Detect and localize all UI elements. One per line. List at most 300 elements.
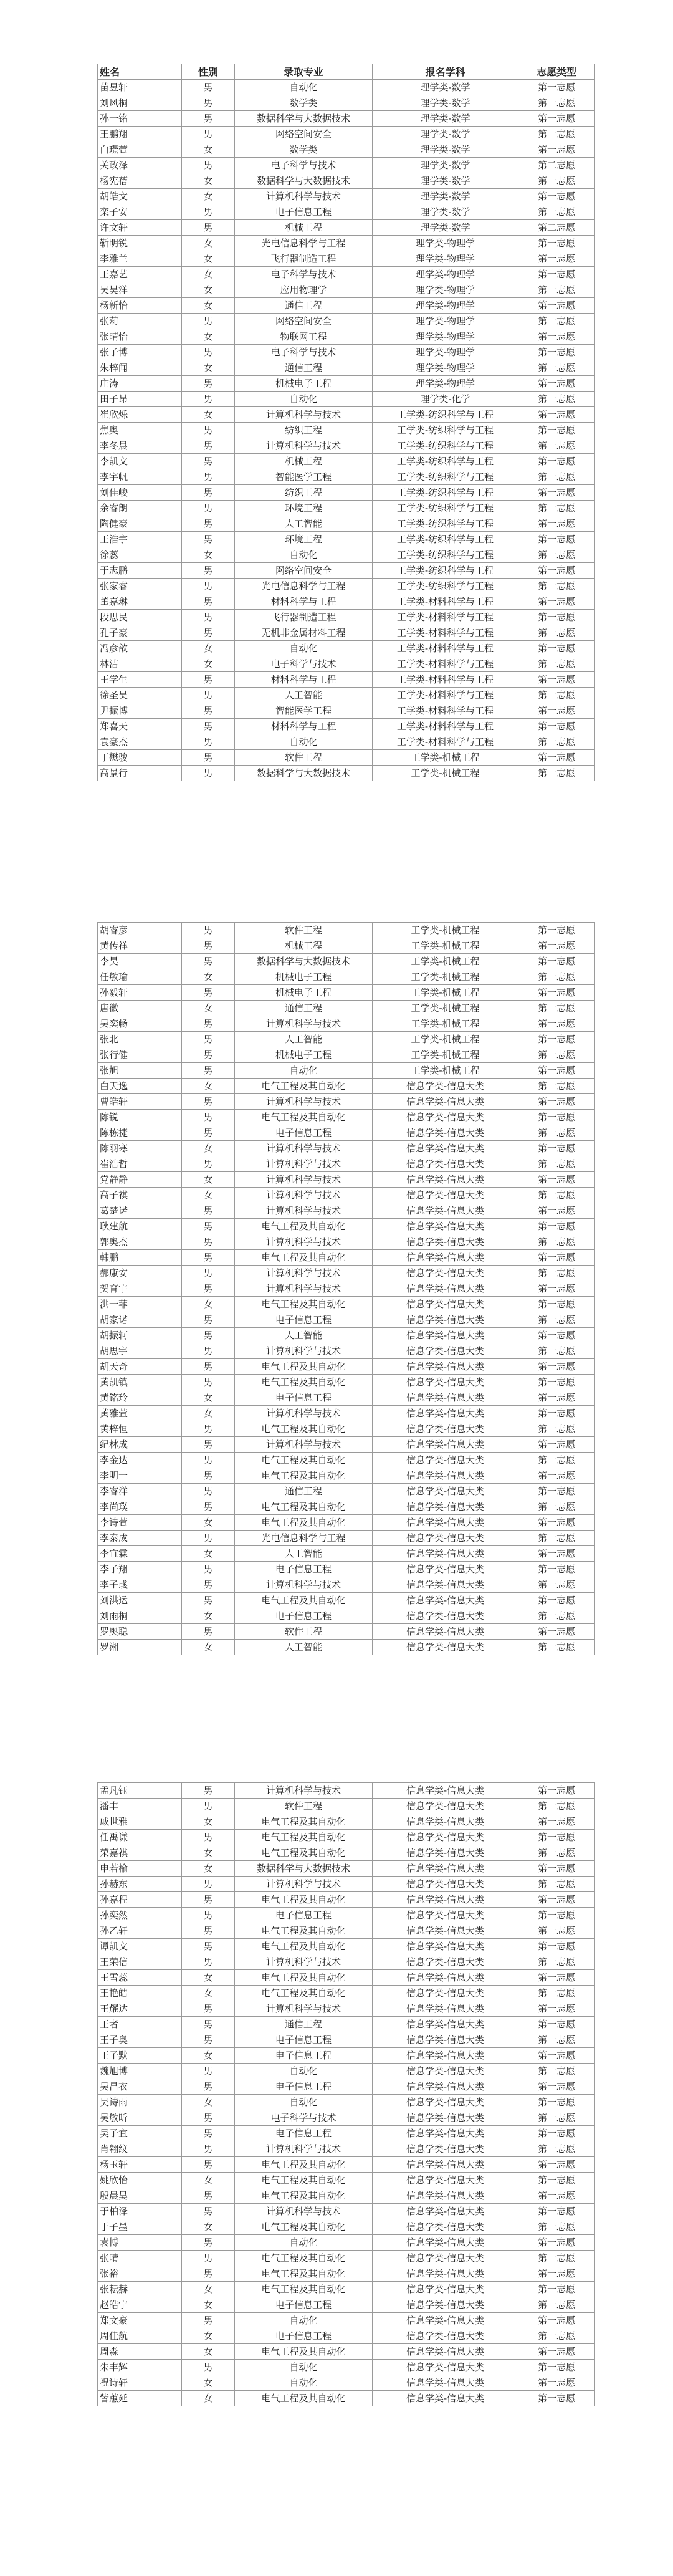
cell-major: 电气工程及其自动化 [235,1939,373,1954]
cell-subject: 工学类-材料科学与工程 [373,656,518,672]
cell-name: 丁懋骏 [98,750,182,766]
cell-major: 智能医学工程 [235,469,373,485]
table-row [98,1343,595,1359]
cell-wish: 第一志愿 [518,236,595,251]
cell-name: 杨宪蓓 [98,173,182,189]
cell-name: 郑文豪 [98,2313,182,2328]
cell-name: 朱丰辉 [98,2360,182,2375]
cell-subject: 工学类-纺织科学与工程 [373,563,518,579]
cell-gender: 男 [182,610,235,625]
cell-subject: 信息学类-信息大类 [373,2313,518,2328]
cell-wish: 第一志愿 [518,750,595,766]
cell-gender: 男 [182,1593,235,1608]
table-row [98,923,595,938]
table-row [98,1032,595,1047]
cell-gender: 男 [182,1203,235,1219]
cell-name: 黄铭玲 [98,1390,182,1406]
cell-gender: 女 [182,1141,235,1156]
cell-gender: 男 [182,1125,235,1141]
cell-name: 潘丰 [98,1799,182,1814]
cell-wish: 第一志愿 [518,1094,595,1110]
cell-wish: 第一志愿 [518,1297,595,1312]
cell-name: 李雅兰 [98,251,182,267]
cell-name: 余睿朗 [98,501,182,516]
cell-subject: 信息学类-信息大类 [373,2360,518,2375]
cell-gender: 女 [182,1515,235,1531]
table-row [98,407,595,423]
cell-major: 自动化 [235,2235,373,2251]
table-row [98,1877,595,1892]
cell-name: 赵皓宁 [98,2297,182,2313]
cell-wish: 第一志愿 [518,1861,595,1877]
cell-subject: 理学类-数学 [373,111,518,127]
table-row [98,314,595,329]
header-major: 录取专业 [235,64,373,80]
cell-major: 电气工程及其自动化 [235,1986,373,2001]
table-row [98,220,595,236]
table-row [98,438,595,454]
cell-gender: 男 [182,1877,235,1892]
cell-wish: 第一志愿 [518,392,595,407]
cell-wish: 第一志愿 [518,407,595,423]
cell-subject: 信息学类-信息大类 [373,1531,518,1546]
table-row [98,2095,595,2110]
cell-gender: 男 [182,734,235,750]
table-row [98,1845,595,1861]
cell-wish: 第一志愿 [518,376,595,392]
table-row [98,1156,595,1172]
cell-wish: 第一志愿 [518,329,595,345]
table-row [98,1799,595,1814]
cell-subject: 信息学类-信息大类 [373,2219,518,2235]
cell-gender: 男 [182,485,235,501]
cell-subject: 工学类-机械工程 [373,923,518,938]
table-row [98,360,595,376]
cell-gender: 男 [182,1954,235,1970]
cell-name: 李诗萱 [98,1515,182,1531]
cell-gender: 男 [182,1234,235,1250]
cell-wish: 第一志愿 [518,532,595,547]
cell-gender: 女 [182,1390,235,1406]
cell-major: 自动化 [235,734,373,750]
cell-subject: 信息学类-信息大类 [373,1593,518,1608]
cell-name: 黄传祥 [98,938,182,954]
table-row [98,703,595,719]
cell-wish: 第一志愿 [518,1141,595,1156]
cell-name: 周佳航 [98,2328,182,2344]
table-row [98,2110,595,2126]
cell-gender: 男 [182,1110,235,1125]
cell-major: 机械工程 [235,220,373,236]
cell-name: 谭凯文 [98,1939,182,1954]
table-row [98,1577,595,1593]
cell-gender: 女 [182,2282,235,2297]
cell-gender: 男 [182,1830,235,1845]
cell-name: 荣嘉祺 [98,1845,182,1861]
cell-subject: 工学类-机械工程 [373,750,518,766]
cell-subject: 信息学类-信息大类 [373,2095,518,2110]
cell-subject: 信息学类-信息大类 [373,1640,518,1655]
cell-gender: 男 [182,1562,235,1577]
cell-name: 孙嘉程 [98,1892,182,1908]
cell-subject: 工学类-机械工程 [373,985,518,1001]
cell-name: 李冬晨 [98,438,182,454]
cell-subject: 理学类-物理学 [373,236,518,251]
cell-subject: 信息学类-信息大类 [373,1172,518,1188]
cell-subject: 信息学类-信息大类 [373,1421,518,1437]
table-row [98,1281,595,1297]
cell-gender: 男 [182,1219,235,1234]
cell-major: 机械电子工程 [235,969,373,985]
cell-subject: 信息学类-信息大类 [373,2032,518,2048]
cell-subject: 工学类-纺织科学与工程 [373,485,518,501]
cell-gender: 女 [182,2048,235,2064]
cell-wish: 第一志愿 [518,1593,595,1608]
cell-wish: 第一志愿 [518,1624,595,1640]
cell-gender: 女 [182,173,235,189]
cell-wish: 第一志愿 [518,282,595,298]
cell-name: 黄凯镇 [98,1375,182,1390]
cell-gender: 男 [182,501,235,516]
table-row [98,1499,595,1515]
cell-wish: 第一志愿 [518,563,595,579]
cell-subject: 信息学类-信息大类 [373,1970,518,1986]
cell-name: 苗昱轩 [98,80,182,95]
cell-subject: 信息学类-信息大类 [373,1203,518,1219]
cell-subject: 信息学类-信息大类 [373,1499,518,1515]
cell-wish: 第一志愿 [518,1453,595,1468]
cell-wish: 第一志愿 [518,547,595,563]
table-row [98,1923,595,1939]
cell-major: 纺织工程 [235,485,373,501]
table-row [98,501,595,516]
cell-wish: 第一志愿 [518,1156,595,1172]
cell-name: 刘洪运 [98,1593,182,1608]
cell-wish: 第一志愿 [518,923,595,938]
cell-subject: 信息学类-信息大类 [373,2344,518,2360]
cell-gender: 男 [182,2266,235,2282]
cell-major: 电气工程及其自动化 [235,1297,373,1312]
cell-subject: 工学类-纺织科学与工程 [373,438,518,454]
cell-wish: 第一志愿 [518,1032,595,1047]
cell-gender: 男 [182,516,235,532]
cell-name: 徐蕊 [98,547,182,563]
cell-subject: 信息学类-信息大类 [373,2391,518,2406]
cell-wish: 第一志愿 [518,345,595,360]
table-row [98,579,595,594]
cell-major: 计算机科学与技术 [235,1094,373,1110]
table-row [98,267,595,282]
table-row [98,563,595,579]
cell-major: 自动化 [235,392,373,407]
cell-gender: 男 [182,703,235,719]
table-row [98,1531,595,1546]
cell-major: 机械电子工程 [235,985,373,1001]
cell-major: 计算机科学与技术 [235,1437,373,1453]
cell-subject: 理学类-数学 [373,204,518,220]
cell-gender: 男 [182,2157,235,2173]
cell-name: 白天逸 [98,1079,182,1094]
cell-wish: 第一志愿 [518,766,595,781]
cell-name: 吴奕畅 [98,1016,182,1032]
cell-major: 计算机科学与技术 [235,1343,373,1359]
cell-name: 李子翔 [98,1562,182,1577]
cell-wish: 第一志愿 [518,2079,595,2095]
cell-gender: 男 [182,2313,235,2328]
cell-major: 无机非金属材料工程 [235,625,373,641]
cell-wish: 第一志愿 [518,1079,595,1094]
cell-name: 董嘉琳 [98,594,182,610]
cell-gender: 男 [182,1624,235,1640]
cell-major: 电子科学与技术 [235,656,373,672]
cell-name: 李凯文 [98,454,182,469]
cell-major: 电气工程及其自动化 [235,2266,373,2282]
cell-major: 计算机科学与技术 [235,1954,373,1970]
cell-name: 吴昌衣 [98,2079,182,2095]
cell-wish: 第一志愿 [518,1219,595,1234]
cell-name: 李明一 [98,1468,182,1484]
cell-subject: 信息学类-信息大类 [373,2048,518,2064]
cell-gender: 男 [182,1939,235,1954]
cell-subject: 信息学类-信息大类 [373,1390,518,1406]
table-row [98,2344,595,2360]
table-row [98,1515,595,1531]
table-row [98,1141,595,1156]
cell-major: 软件工程 [235,750,373,766]
cell-name: 冯彦歆 [98,641,182,656]
cell-major: 电气工程及其自动化 [235,2157,373,2173]
cell-major: 电子信息工程 [235,1312,373,1328]
cell-subject: 工学类-纺织科学与工程 [373,532,518,547]
table-body [98,1783,595,2406]
cell-wish: 第一志愿 [518,111,595,127]
cell-gender: 男 [182,111,235,127]
cell-major: 计算机科学与技术 [235,438,373,454]
cell-wish: 第一志愿 [518,1484,595,1499]
cell-wish: 第一志愿 [518,1421,595,1437]
cell-wish: 第一志愿 [518,204,595,220]
cell-wish: 第一志愿 [518,173,595,189]
cell-gender: 女 [182,251,235,267]
cell-subject: 理学类-化学 [373,392,518,407]
cell-major: 计算机科学与技术 [235,1172,373,1188]
header-wish: 志愿类型 [518,64,595,80]
cell-major: 计算机科学与技术 [235,1266,373,1281]
cell-wish: 第一志愿 [518,2344,595,2360]
cell-wish: 第一志愿 [518,298,595,314]
table-row [98,1783,595,1799]
cell-name: 李子彧 [98,1577,182,1593]
cell-major: 材料科学与工程 [235,594,373,610]
cell-name: 刘雨桐 [98,1608,182,1624]
table-row [98,1954,595,1970]
cell-major: 光电信息科学与工程 [235,579,373,594]
cell-subject: 工学类-材料科学与工程 [373,719,518,734]
cell-gender: 男 [182,1437,235,1453]
table-row [98,2126,595,2141]
cell-wish: 第一志愿 [518,2360,595,2375]
cell-wish: 第一志愿 [518,1001,595,1016]
cell-gender: 男 [182,1892,235,1908]
cell-subject: 信息学类-信息大类 [373,1250,518,1266]
cell-name: 焦奥 [98,423,182,438]
cell-subject: 信息学类-信息大类 [373,1861,518,1877]
table-row [98,485,595,501]
cell-subject: 信息学类-信息大类 [373,1094,518,1110]
table-row [98,2375,595,2391]
cell-name: 王子默 [98,2048,182,2064]
cell-wish: 第一志愿 [518,2017,595,2032]
cell-major: 电气工程及其自动化 [235,1593,373,1608]
table-row [98,2297,595,2313]
cell-gender: 男 [182,438,235,454]
table-row [98,2313,595,2328]
cell-name: 戚世雅 [98,1814,182,1830]
cell-wish: 第一志愿 [518,438,595,454]
cell-subject: 工学类-纺织科学与工程 [373,516,518,532]
cell-subject: 信息学类-信息大类 [373,1437,518,1453]
cell-name: 王荣信 [98,1954,182,1970]
cell-gender: 女 [182,2375,235,2391]
cell-subject: 信息学类-信息大类 [373,2079,518,2095]
cell-subject: 信息学类-信息大类 [373,1156,518,1172]
cell-subject: 信息学类-信息大类 [373,1188,518,1203]
cell-subject: 信息学类-信息大类 [373,1954,518,1970]
cell-subject: 工学类-机械工程 [373,938,518,954]
cell-major: 电子信息工程 [235,1908,373,1923]
table-row [98,204,595,220]
table-row [98,656,595,672]
cell-wish: 第一志愿 [518,1172,595,1188]
table-row [98,2391,595,2406]
cell-major: 计算机科学与技术 [235,1016,373,1032]
cell-wish: 第一志愿 [518,1343,595,1359]
cell-name: 刘佳峻 [98,485,182,501]
cell-wish: 第一志愿 [518,2328,595,2344]
table-row [98,734,595,750]
table-row [98,1437,595,1453]
cell-gender: 男 [182,1468,235,1484]
cell-gender: 女 [182,142,235,158]
cell-major: 人工智能 [235,1032,373,1047]
cell-wish: 第一志愿 [518,1954,595,1970]
table-row [98,2204,595,2219]
cell-name: 崔欣烁 [98,407,182,423]
cell-name: 殷晨昊 [98,2188,182,2204]
cell-major: 光电信息科学与工程 [235,236,373,251]
cell-name: 于志鹏 [98,563,182,579]
cell-subject: 信息学类-信息大类 [373,1986,518,2001]
cell-wish: 第一志愿 [518,579,595,594]
cell-subject: 工学类-机械工程 [373,1001,518,1016]
cell-gender: 男 [182,672,235,688]
table-row [98,298,595,314]
cell-wish: 第一志愿 [518,1923,595,1939]
cell-wish: 第一志愿 [518,2141,595,2157]
cell-wish: 第一志愿 [518,1266,595,1281]
cell-wish: 第一志愿 [518,1892,595,1908]
table-row [98,1986,595,2001]
cell-name: 王雪蕊 [98,1970,182,1986]
admission-table-section-3 [97,1782,595,2406]
cell-name: 张耘赫 [98,2282,182,2297]
cell-major: 数据科学与大数据技术 [235,173,373,189]
table-row [98,1640,595,1655]
table-row [98,954,595,969]
cell-major: 计算机科学与技术 [235,2001,373,2017]
cell-wish: 第一志愿 [518,1281,595,1297]
cell-wish: 第一志愿 [518,516,595,532]
cell-subject: 理学类-物理学 [373,298,518,314]
cell-name: 吴昊洋 [98,282,182,298]
cell-gender: 女 [182,407,235,423]
cell-name: 高景行 [98,766,182,781]
cell-gender: 男 [182,2235,235,2251]
cell-name: 李金达 [98,1453,182,1468]
cell-wish: 第一志愿 [518,2001,595,2017]
cell-wish: 第一志愿 [518,360,595,376]
cell-name: 张北 [98,1032,182,1047]
cell-name: 郑喜天 [98,719,182,734]
cell-name: 祝诗轩 [98,2375,182,2391]
cell-wish: 第二志愿 [518,158,595,173]
cell-subject: 工学类-材料科学与工程 [373,688,518,703]
cell-gender: 男 [182,1421,235,1437]
cell-subject: 信息学类-信息大类 [373,2173,518,2188]
cell-major: 电气工程及其自动化 [235,2173,373,2188]
table-row [98,766,595,781]
cell-name: 黄雅萱 [98,1406,182,1421]
table-row [98,1861,595,1877]
cell-subject: 信息学类-信息大类 [373,2297,518,2313]
cell-subject: 工学类-纺织科学与工程 [373,547,518,563]
cell-major: 自动化 [235,2375,373,2391]
table-row [98,376,595,392]
cell-name: 于柏泽 [98,2204,182,2219]
cell-subject: 信息学类-信息大类 [373,1814,518,1830]
cell-major: 软件工程 [235,1799,373,1814]
cell-wish: 第一志愿 [518,189,595,204]
cell-major: 电子信息工程 [235,2032,373,2048]
cell-name: 訾蕙延 [98,2391,182,2406]
cell-name: 李宜霖 [98,1546,182,1562]
cell-gender: 男 [182,594,235,610]
table-row [98,1219,595,1234]
cell-name: 周淼 [98,2344,182,2360]
cell-major: 计算机科学与技术 [235,1783,373,1799]
cell-name: 段思民 [98,610,182,625]
cell-name: 葛楚诺 [98,1203,182,1219]
cell-name: 胡天奇 [98,1359,182,1375]
cell-major: 电子信息工程 [235,1562,373,1577]
table-row [98,625,595,641]
table-row [98,1172,595,1188]
cell-subject: 信息学类-信息大类 [373,1624,518,1640]
cell-name: 胡睿彦 [98,923,182,938]
table-row [98,2157,595,2173]
cell-subject: 工学类-机械工程 [373,969,518,985]
cell-subject: 信息学类-信息大类 [373,1845,518,1861]
cell-major: 自动化 [235,547,373,563]
table-row [98,282,595,298]
table-row [98,1421,595,1437]
cell-gender: 女 [182,189,235,204]
cell-wish: 第一志愿 [518,251,595,267]
cell-name: 崔浩哲 [98,1156,182,1172]
cell-gender: 男 [182,750,235,766]
table-row [98,1001,595,1016]
cell-gender: 男 [182,1328,235,1343]
